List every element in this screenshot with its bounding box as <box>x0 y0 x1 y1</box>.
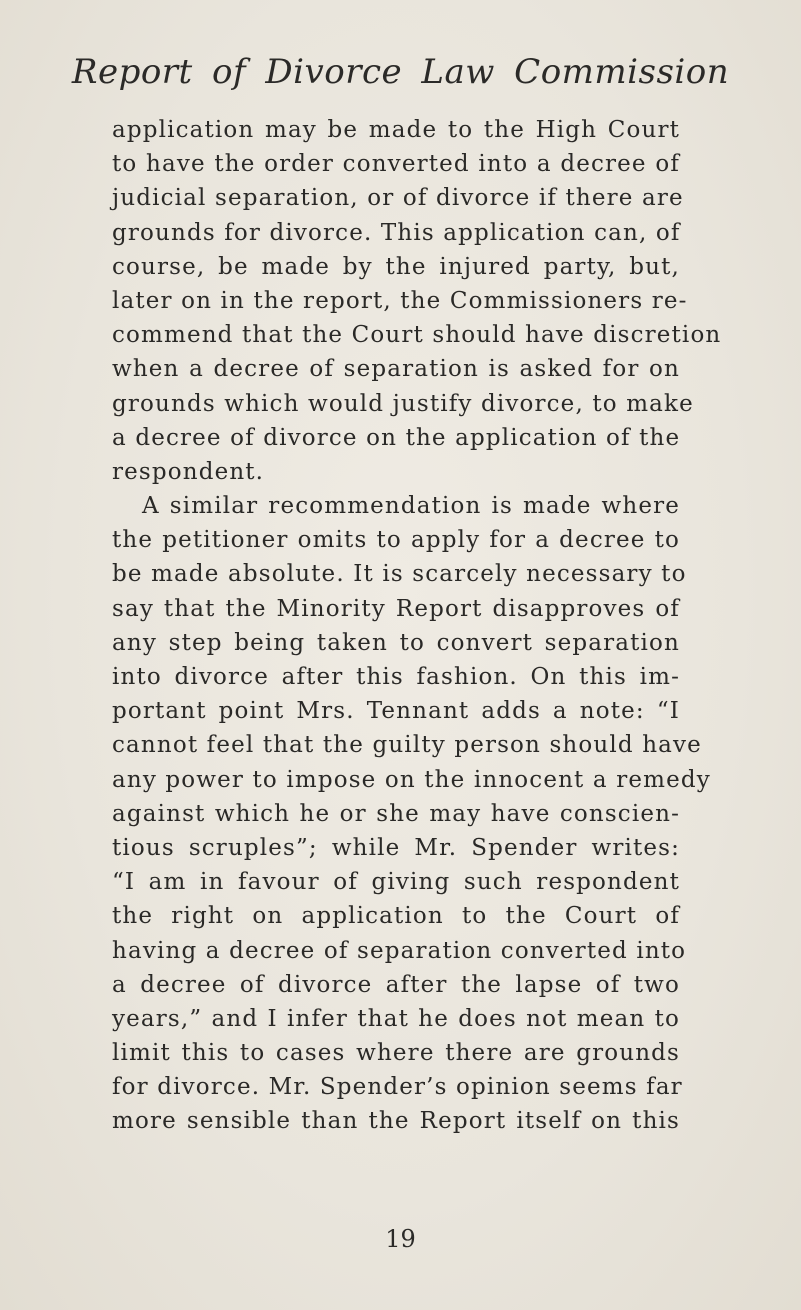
text-line: more sensible than the Report itself on this <box>112 1108 680 1135</box>
text-line: A similar recommendation is made where <box>142 493 680 520</box>
text-line: respondent. <box>112 458 265 485</box>
text-line: having a decree of separation converted into <box>112 937 687 964</box>
text-line: “I am in favour of giving such respondent <box>112 869 680 896</box>
text-line: for divorce. Mr. Spender’s opinion seems far <box>112 1074 683 1101</box>
text-line: any step being taken to convert separation <box>112 629 680 656</box>
text-line: any power to impose on the innocent a remedy <box>112 766 711 793</box>
text-line: the petitioner omits to apply for a decree to <box>112 527 680 554</box>
page-number: 19 <box>385 1225 416 1253</box>
text-line: application may be made to the High Court <box>112 117 680 143</box>
text-line: cannot feel that the guilty person should have <box>112 732 702 759</box>
text-line: later on in the report, the Commissioners re- <box>112 287 688 314</box>
text-line: a decree of divorce on the application of the <box>112 424 681 451</box>
text-line: against which he or she may have conscien- <box>112 800 680 827</box>
text-line: years,” and I infer that he does not mean to <box>112 1005 680 1032</box>
body-text <box>112 113 722 1139</box>
text-line: a decree of divorce after the lapse of two <box>112 971 680 998</box>
text-line: portant point Mrs. Tennant adds a note: “I <box>112 698 680 725</box>
text-line: course, be made by the injured party, but, <box>112 253 680 280</box>
text-line: grounds for divorce. This application can, of <box>112 219 681 246</box>
text-line: when a decree of separation is asked for on <box>112 356 680 383</box>
text-line: into divorce after this fashion. On this im- <box>112 664 680 690</box>
text-line: grounds which would justify divorce, to make <box>112 390 694 417</box>
text-line: say that the Minority Report disapproves of <box>112 595 680 622</box>
text-line: commend that the Court should have discretion <box>112 322 722 349</box>
text-line: be made absolute. It is scarcely necessary to <box>112 561 687 588</box>
text-line: tious scruples”; while Mr. Spender writes: <box>112 834 680 861</box>
text-line: the right on application to the Court of <box>112 903 680 930</box>
text-line: to have the order converted into a decree of <box>112 151 680 178</box>
text-line: judicial separation, or of divorce if there are <box>112 185 684 212</box>
text-line: limit this to cases where there are grounds <box>112 1040 680 1067</box>
running-head: Report of Divorce Law Commission <box>71 52 730 92</box>
